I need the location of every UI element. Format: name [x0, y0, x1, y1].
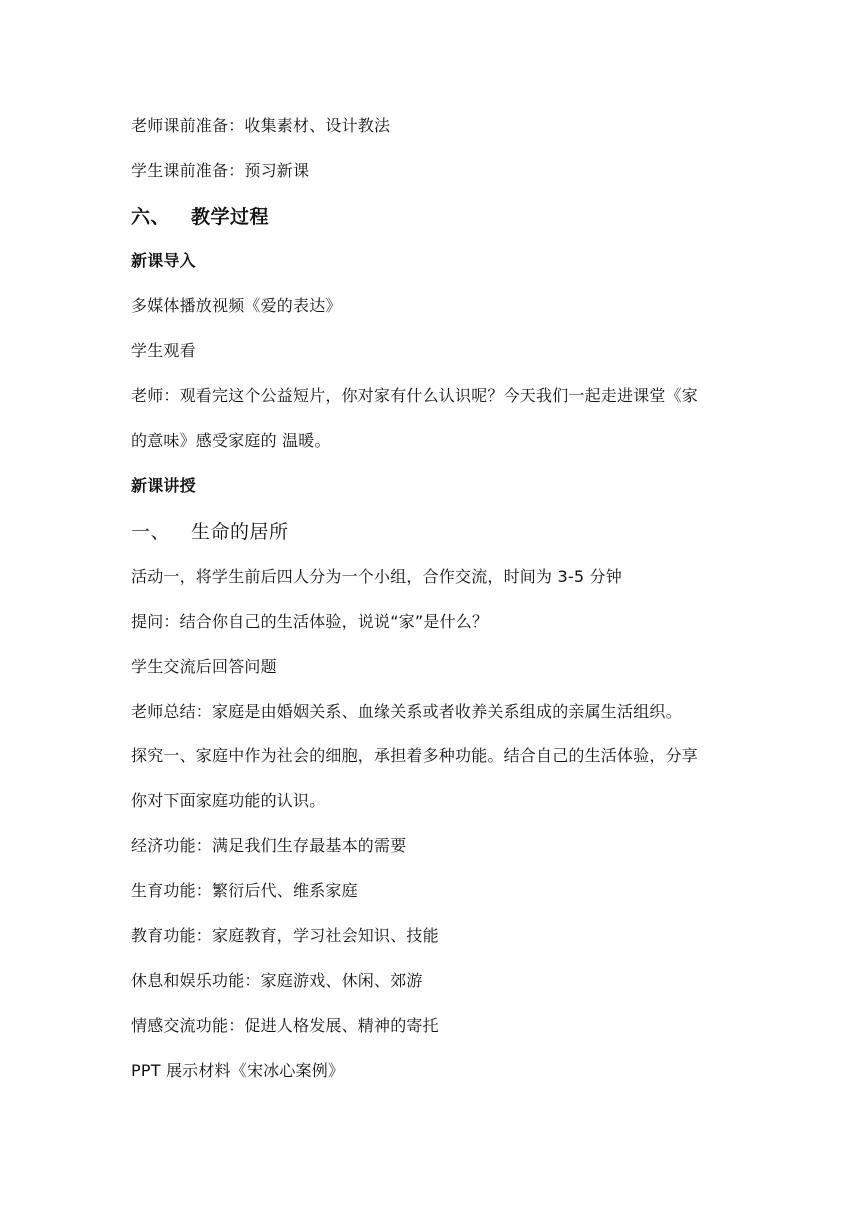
list-item: 教育功能：家庭教育，学习社会知识、技能: [131, 926, 439, 945]
paragraph-line: PPT 展示材料《宋冰心案例》: [131, 1061, 345, 1080]
student-prep-line: 学生课前准备：预习新课: [131, 161, 310, 180]
teacher-prep-line: 老师课前准备：收集素材、设计教法: [131, 116, 391, 135]
paragraph-line: 老师：观看完这个公益短片，你对家有什么认识呢？今天我们一起走进课堂《家: [131, 386, 699, 405]
list-item: 经济功能：满足我们生存最基本的需要: [131, 836, 407, 855]
list-item: 休息和娱乐功能：家庭游戏、休闲、郊游: [131, 971, 423, 990]
list-item: 生育功能：繁衍后代、维系家庭: [131, 881, 358, 900]
paragraph-line: 学生交流后回答问题: [131, 657, 277, 676]
paragraph-line: 的意味》感受家庭的 温暖。: [131, 431, 331, 450]
list-item: 情感交流功能：促进人格发展、精神的寄托: [131, 1016, 439, 1035]
paragraph-line: 你对下面家庭功能的认识。: [131, 791, 326, 810]
section-heading-life-dwelling: [131, 520, 771, 544]
paragraph-line: 活动一，将学生前后四人分为一个小组，合作交流，时间为 3-5 分钟: [131, 567, 622, 586]
subheading-new-lesson-teaching: 新课讲授: [131, 476, 196, 495]
section-title: 教学过程: [191, 206, 270, 228]
section-number: 一、: [131, 521, 171, 543]
subheading-new-lesson-intro: 新课导入: [131, 251, 196, 270]
paragraph-line: 学生观看: [131, 341, 196, 360]
paragraph-line: 提问：结合你自己的生活体验，说说“家”是什么？: [131, 612, 489, 631]
paragraph-line: 多媒体播放视频《爱的表达》: [131, 296, 342, 315]
section-number: 六、: [131, 206, 171, 228]
section-title: 生命的居所: [191, 521, 289, 543]
paragraph-line: 老师总结：家庭是由婚姻关系、血缘关系或者收养关系组成的亲属生活组织。: [131, 702, 682, 721]
paragraph-line: 探究一、家庭中作为社会的细胞，承担着多种功能。结合自己的生活体验，分享: [131, 746, 699, 765]
section-heading-teaching-process: [131, 205, 771, 229]
